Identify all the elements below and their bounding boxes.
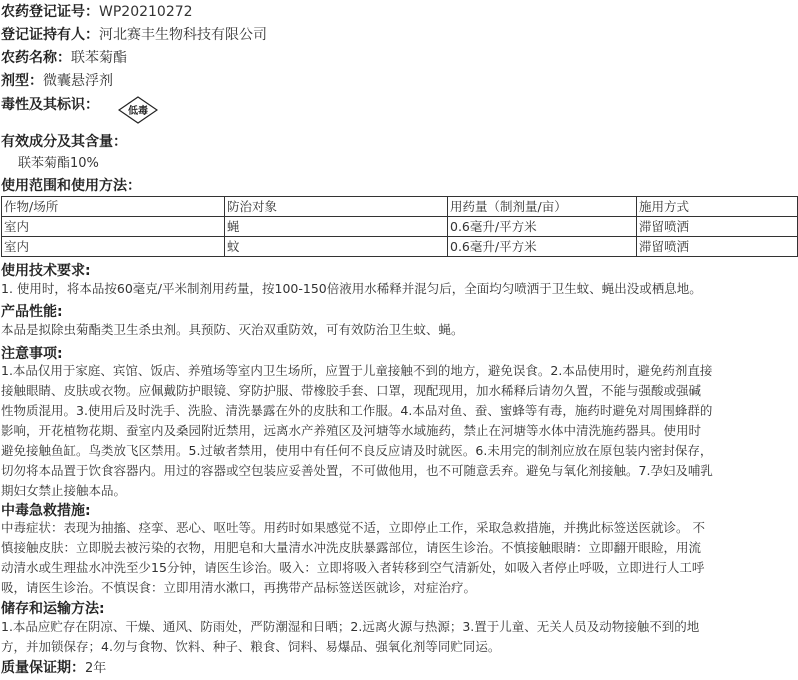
- text-line: 接触眼睛、皮肤或衣物。应佩戴防护眼镜、穿防护服、带橡胶手套、口罩，现配现用，加水稀释后请勿久置，不能与强酸或强碱: [1, 383, 702, 398]
- table-cell: 室内: [2, 217, 225, 237]
- table-cell: 蝇: [225, 217, 448, 237]
- reg-no-value: WP20210272: [99, 4, 193, 20]
- text-line: 影响，开花植物花期、蚕室内及桑园附近禁用，远离水产养殖区及河塘等水域施药，禁止在河塘等水体中清洗施药器具。使用时: [1, 423, 702, 438]
- text-line: 动清水或生理盐水冲洗至少15分钟，请医生诊治。吸入：立即将吸入者转移到空气清新处，如吸入者停止呼吸，立即进行人工呼: [1, 560, 705, 575]
- text-line: 1.本品应贮存在阴凉、干燥、通风、防雨处，严防潮湿和日晒；2.远离火源与热源；3.置于儿童、无关人员及动物接触不到的地: [1, 619, 700, 634]
- toxicity-label: 毒性及其标识：: [1, 97, 99, 113]
- name-value: 联苯菊酯: [71, 50, 127, 66]
- table-cell: 0.6毫升/平方米: [448, 237, 637, 257]
- text-line: 慎接触皮肤：立即脱去被污染的衣物，用肥皂和大量清水冲洗皮肤暴露部位，请医生诊治。不慎接触眼睛：立即翻开眼睑，用流: [1, 540, 702, 555]
- tech-label: 使用技术要求:: [1, 263, 91, 279]
- table-cell: 蚊: [225, 237, 448, 257]
- table-cell: 滞留喷洒: [637, 237, 798, 257]
- toxicity-badge-text: 低毒: [128, 106, 148, 117]
- performance-label: 产品性能:: [1, 304, 63, 320]
- text-line: 方，并加锁保存；4.勿与食物、饮料、种子、粮食、饲料、易爆品、强氧化剂等同贮同运。: [1, 639, 501, 654]
- table-cell: 0.6毫升/平方米: [448, 217, 637, 237]
- table-header-row: [2, 197, 798, 217]
- table-header-cell: 用药量（制剂量/亩）: [448, 197, 637, 217]
- text-line: 1.本品仅用于家庭、宾馆、饭店、养殖场等室内卫生场所，应置于儿童接触不到的地方，避免误食。2.本品使用时，避免药剂直接: [1, 363, 713, 378]
- storage-text: [1, 617, 791, 657]
- holder-value: 河北赛丰生物科技有限公司: [99, 27, 267, 43]
- ingredients-label: 有效成分及其含量：: [1, 134, 127, 150]
- warranty-label: 质量保证期：: [1, 660, 85, 676]
- holder-row: [1, 24, 267, 46]
- table-header-cell: 防治对象: [225, 197, 448, 217]
- table-cell: 室内: [2, 237, 225, 257]
- text-line: 1. 使用时，将本品按60毫克/平米制剂用药量，按100-150倍液用水稀释并混匀后，全面均匀喷洒于卫生蚊、蝇出没或栖息地。: [1, 281, 702, 296]
- warranty-value: 2年: [85, 661, 107, 676]
- notes-label: 注意事项:: [1, 346, 63, 362]
- table-header-cell: 作物/场所: [2, 197, 225, 217]
- text-line: 本品是拟除虫菊酯类卫生杀虫剂。具预防、灭治双重防效，可有效防治卫生蚊、蝇。: [1, 322, 464, 337]
- firstaid-text: [1, 518, 791, 598]
- notes-text: [1, 361, 791, 501]
- form-label: 剂型：: [1, 73, 43, 89]
- text-line: 切勿将本品置于饮食容器内。用过的容器或空包装应妥善处置，不可做他用，也不可随意丢弃。避免与氧化剂接触。7.孕妇及哺乳: [1, 463, 713, 478]
- table-cell: 滞留喷洒: [637, 217, 798, 237]
- text-line: 避免接触鱼缸。鸟类放飞区禁用。5.过敏者禁用，使用中有任何不良反应请及时就医。6.未用完的制剂应放在原包装内密封保存，: [1, 443, 713, 458]
- name-row: [1, 47, 127, 69]
- text-line: 吸，请医生诊治。不慎误食：立即用清水漱口，再携带产品标签送医就诊，对症治疗。: [1, 580, 477, 595]
- reg-no-row: [1, 1, 193, 23]
- form-value: 微囊悬浮剂: [43, 73, 113, 89]
- reg-no-label: 农药登记证号：: [1, 4, 99, 20]
- ingredients-value: 联苯菊酯10%: [18, 156, 99, 171]
- text-line: 中毒症状：表现为抽搐、痉挛、恶心、呕吐等。用药时如果感觉不适，立即停止工作，采取急救措施，并携此标签送医就诊。 不: [1, 520, 705, 535]
- performance-text: [1, 320, 791, 340]
- firstaid-label: 中毒急救措施:: [1, 503, 91, 519]
- table-row: [2, 237, 798, 257]
- name-label: 农药名称：: [1, 50, 71, 66]
- storage-label: 储存和运输方法:: [1, 601, 105, 617]
- low-toxicity-icon: [118, 96, 158, 124]
- text-line: 期妇女禁止接触本品。: [1, 483, 127, 498]
- warranty-row: [1, 657, 106, 680]
- toxicity-row: [1, 94, 99, 116]
- table-row: [2, 217, 798, 237]
- usage-table: [1, 196, 798, 257]
- usage-label: 使用范围和使用方法：: [1, 178, 141, 194]
- holder-label: 登记证持有人：: [1, 27, 99, 43]
- table-header-cell: 施用方式: [637, 197, 798, 217]
- text-line: 性物质混用。3.使用后及时洗手、洗脸、清洗暴露在外的皮肤和工作服。4.本品对鱼、蚕、蜜蜂等有毒，施药时避免对周围蜂群的: [1, 403, 713, 418]
- tech-text: [1, 279, 791, 299]
- form-row: [1, 70, 113, 92]
